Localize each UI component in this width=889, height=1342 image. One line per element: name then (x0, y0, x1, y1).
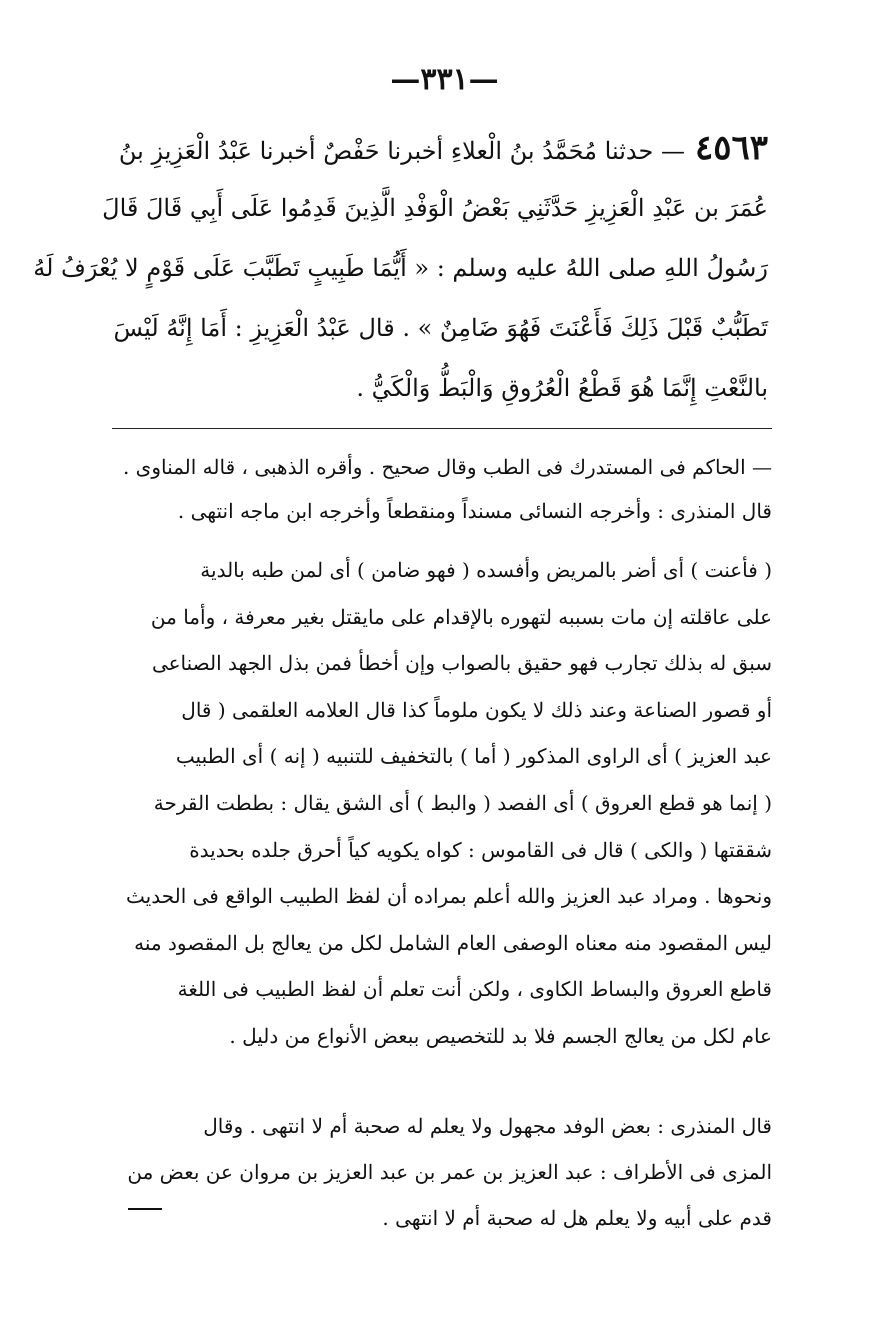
page-number: —٣٣١— (390, 62, 499, 97)
note-line: — الحاكم فى المستدرك فى الطب وقال صحيح . وأقره الذهبى ، قاله المناوى . (122, 455, 772, 479)
section-divider (112, 428, 772, 429)
commentary-line: ( إنما هو قطع العروق ) أى الفصد ( والبط ) أى الشق يقال : بططت القرحة (153, 790, 772, 815)
hadith-line: بالنَّعْتِ إِنَّمَا هُوَ قَطْعُ الْعُرُوقِ وَالْبَطُّ وَالْكَيُّ . (356, 374, 768, 402)
hadith-line: تَطَبُّبٌ قَبْلَ ذَلِكَ فَأَعْنَتَ فَهُوَ ضَامِنٌ » . قال عَبْدُ الْعَزِيزِ : أَمَا إِنَّهُ لَيْسَ (113, 314, 768, 342)
commentary (112, 547, 772, 1060)
hadith-number: ٤٥٦٣ (694, 128, 768, 168)
hadith-line (108, 118, 768, 178)
note-line: قال المنذرى : وأخرجه النسائى مسنداً ومنقطعاً وأخرجه ابن ماجه انتهى . (177, 499, 772, 523)
commentary-line: عام لكل من يعالج الجسم فلا بد للتخصيص ببعض الأنواع من دليل . (229, 1023, 772, 1048)
commentary-line: سبق له بذلك تجارب فهو حقيق بالصواب وإن أخطأ فمن بذل الجهد الصناعى (151, 651, 772, 676)
footer-note-line: قدم على أبيه ولا يعلم هل له صحبة أم لا انتهى . (382, 1206, 772, 1230)
hadith-line: عُمَرَ بن عَبْدِ الْعَزِيزِ حَدَّثَنِي بَعْضُ الْوَفْدِ الَّذِينَ قَدِمُوا عَلَى أَبِي قَالَ قَالَ (102, 194, 768, 222)
end-dash (128, 1208, 162, 1210)
hadith-text (33, 118, 768, 418)
commentary-line: ( فأعنت ) أى أضر بالمريض وأفسده ( فهو ضامن ) أى لمن طبه بالدية (200, 558, 772, 582)
hadith-line: رَسُولُ اللهِ صلى اللهُ عليه وسلم : « أَيُّمَا طَبِيبٍ تَطَبَّبَ عَلَى قَوْمٍ لا يُعْرَفُ لَهُ (33, 254, 768, 282)
hadith-line-text: — حدثنا مُحَمَّدُ بنُ الْعلاءِ أخبرنا حَفْصٌ أخبرنا عَبْدُ الْعَزِيزِ بنُ (118, 137, 685, 165)
commentary-line: أو قصور الصناعة وعند ذلك لا يكون ملوماً كذا قال العلامه العلقمى ( قال (181, 697, 772, 722)
commentary-line: ليس المقصود منه معناه الوصفى العام الشامل لكل من يعالج بل المقصود منه (134, 930, 772, 955)
source-notes (112, 445, 772, 533)
commentary-line: ونحوها . ومراد عبد العزيز والله أعلم بمراده أن لفظ الطبيب الواقع فى الحديث (125, 884, 772, 909)
commentary-line: شققتها ( والكى ) قال فى القاموس : كواه يكويه كياً أحرق جلده بحديدة (189, 837, 772, 862)
footer-notes (112, 1103, 772, 1241)
commentary-line: على عاقلته إن مات بسببه لتهوره بالإقدام على مايقتل بغير معرفة ، وأما من (150, 604, 772, 629)
footer-note-line: المزى فى الأطراف : عبد العزيز بن عمر بن عبد العزيز بن مروان عن بعض من (127, 1160, 772, 1184)
commentary-line: قاطع العروق والبساط الكاوى ، ولكن أنت تعلم أن لفظ الطبيب فى اللغة (177, 977, 772, 1002)
footer-note-line: قال المنذرى : بعض الوفد مجهول ولا يعلم له صحبة أم لا انتهى . وقال (203, 1114, 772, 1138)
commentary-line: عبد العزيز ) أى الراوى المذكور ( أما ) بالتخفيف للتنبيه ( إنه ) أى الطبيب (175, 744, 772, 769)
